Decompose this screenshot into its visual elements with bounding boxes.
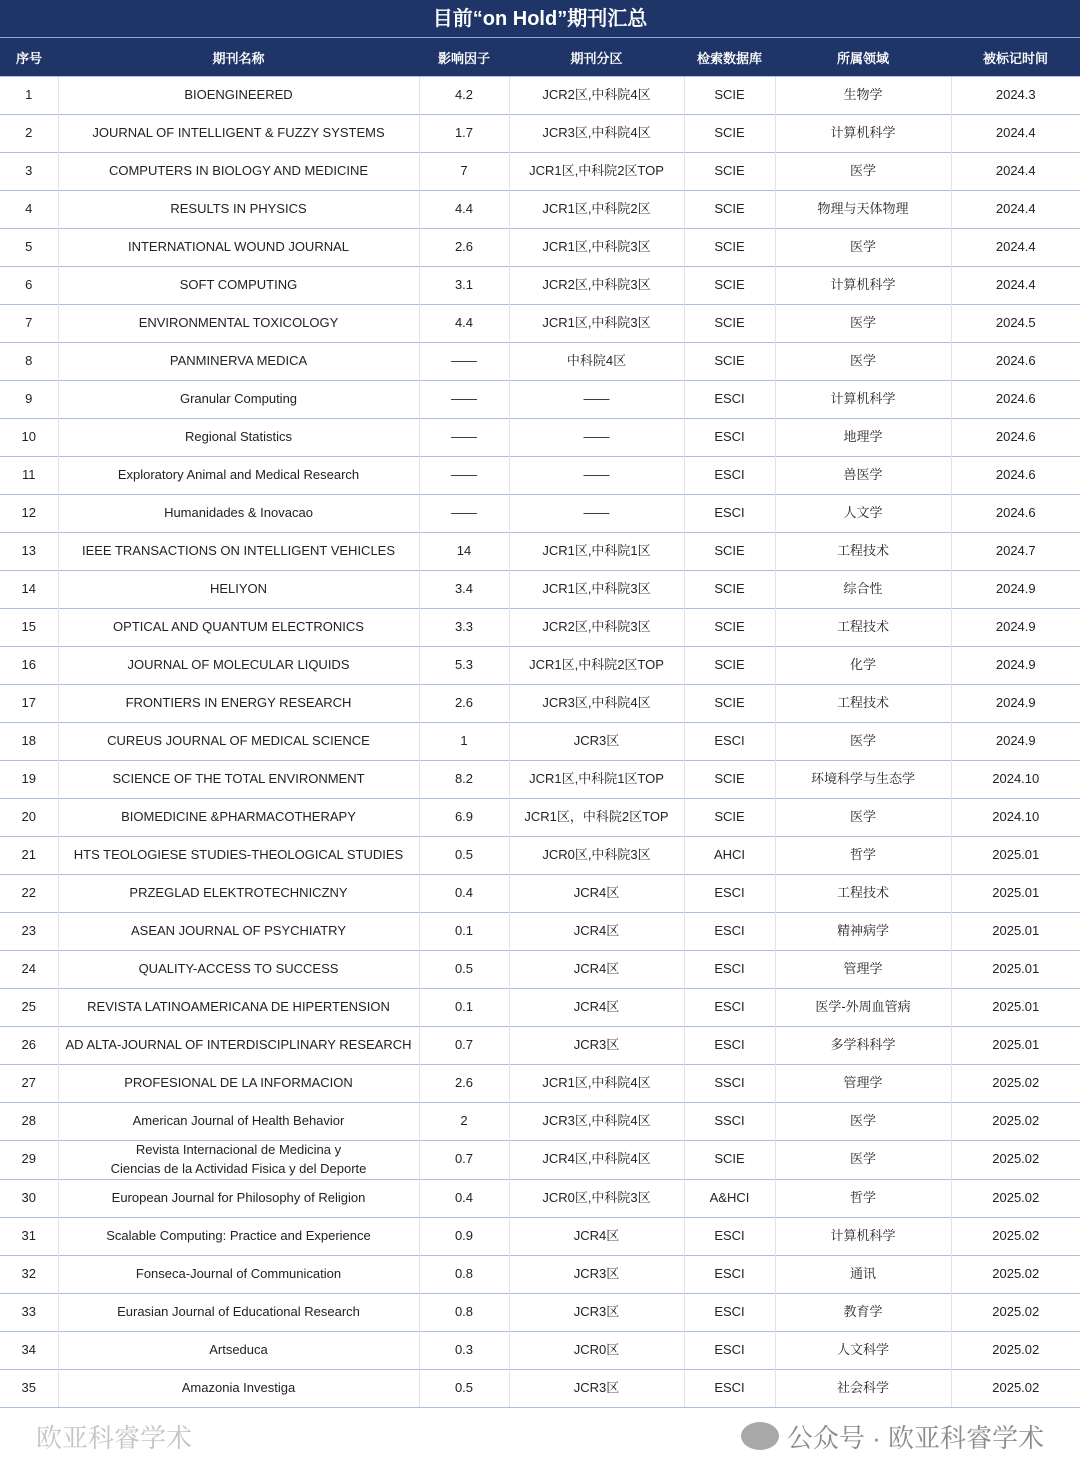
cell-index: 6 <box>0 267 58 305</box>
table-row <box>0 1027 1080 1065</box>
cell-partition: JCR4区 <box>509 951 684 989</box>
cell-marked-time: 2025.02 <box>951 1217 1080 1255</box>
cell-database: SCIE <box>684 229 775 267</box>
table-row <box>0 875 1080 913</box>
cell-database: SCIE <box>684 115 775 153</box>
cell-marked-time: 2024.3 <box>951 77 1080 115</box>
cell-index: 28 <box>0 1103 58 1141</box>
cell-index: 21 <box>0 837 58 875</box>
cell-marked-time: 2025.02 <box>951 1331 1080 1369</box>
cell-field: 物理与天体物理 <box>775 191 951 229</box>
cell-field: 医学 <box>775 153 951 191</box>
table-row <box>0 1331 1080 1369</box>
cell-field: 计算机科学 <box>775 115 951 153</box>
table-row <box>0 951 1080 989</box>
cell-field: 教育学 <box>775 1293 951 1331</box>
table-row <box>0 685 1080 723</box>
cell-database: ESCI <box>684 381 775 419</box>
cell-journal-name: ENVIRONMENTAL TOXICOLOGY <box>58 305 419 343</box>
cell-partition: JCR0区,中科院3区 <box>509 837 684 875</box>
cell-partition: JCR1区,中科院3区 <box>509 229 684 267</box>
cell-marked-time: 2025.02 <box>951 1103 1080 1141</box>
cell-marked-time: 2025.01 <box>951 837 1080 875</box>
cell-impact-factor: 0.7 <box>419 1027 509 1065</box>
cell-impact-factor: 5.3 <box>419 647 509 685</box>
cell-database: SCIE <box>684 153 775 191</box>
cell-index: 34 <box>0 1331 58 1369</box>
cell-impact-factor: 2 <box>419 1103 509 1141</box>
table-row <box>0 1065 1080 1103</box>
cell-partition: JCR1区,中科院4区 <box>509 1065 684 1103</box>
cell-impact-factor: 4.4 <box>419 191 509 229</box>
table-header-row <box>0 38 1080 77</box>
cell-journal-name: IEEE TRANSACTIONS ON INTELLIGENT VEHICLES <box>58 533 419 571</box>
cell-index: 11 <box>0 457 58 495</box>
cell-impact-factor: 0.4 <box>419 1179 509 1217</box>
cell-partition: JCR1区,中科院1区TOP <box>509 761 684 799</box>
cell-database: SCIE <box>684 305 775 343</box>
table-row <box>0 609 1080 647</box>
cell-partition: —— <box>509 419 684 457</box>
cell-database: SCIE <box>684 1141 775 1180</box>
cell-journal-name: RESULTS IN PHYSICS <box>58 191 419 229</box>
header-journal-name: 期刊名称 <box>58 38 419 77</box>
cell-impact-factor: 0.1 <box>419 913 509 951</box>
table-row <box>0 495 1080 533</box>
cell-marked-time: 2024.4 <box>951 153 1080 191</box>
cell-partition: JCR1区，中科院2区TOP <box>509 799 684 837</box>
cell-database: ESCI <box>684 495 775 533</box>
cell-database: ESCI <box>684 913 775 951</box>
cell-field: 计算机科学 <box>775 1217 951 1255</box>
journal-table <box>0 38 1080 1407</box>
cell-database: ESCI <box>684 457 775 495</box>
table-row <box>0 457 1080 495</box>
cell-marked-time: 2024.6 <box>951 457 1080 495</box>
cell-journal-name: ASEAN JOURNAL OF PSYCHIATRY <box>58 913 419 951</box>
cell-field: 化学 <box>775 647 951 685</box>
cell-impact-factor: 0.5 <box>419 837 509 875</box>
cell-field: 计算机科学 <box>775 267 951 305</box>
watermark-text: 欧亚科睿学术 <box>36 1423 193 1454</box>
cell-index: 2 <box>0 115 58 153</box>
cell-index: 10 <box>0 419 58 457</box>
header-field: 所属领域 <box>775 38 951 77</box>
cell-partition: JCR3区 <box>509 723 684 761</box>
cell-field: 兽医学 <box>775 457 951 495</box>
cell-impact-factor: 3.4 <box>419 571 509 609</box>
cell-database: SSCI <box>684 1103 775 1141</box>
cell-field: 医学 <box>775 305 951 343</box>
cell-database: SCIE <box>684 343 775 381</box>
cell-field: 管理学 <box>775 951 951 989</box>
cell-database: SCIE <box>684 799 775 837</box>
cell-database: ESCI <box>684 1255 775 1293</box>
cell-index: 7 <box>0 305 58 343</box>
cell-marked-time: 2024.10 <box>951 799 1080 837</box>
cell-index: 22 <box>0 875 58 913</box>
cell-journal-name: European Journal for Philosophy of Religion <box>58 1179 419 1217</box>
cell-field: 工程技术 <box>775 533 951 571</box>
header-partition: 期刊分区 <box>509 38 684 77</box>
brand-watermark <box>741 1418 1044 1455</box>
cell-marked-time: 2025.02 <box>951 1065 1080 1103</box>
cell-partition: JCR1区,中科院3区 <box>509 571 684 609</box>
cell-database: SCIE <box>684 571 775 609</box>
cell-field: 地理学 <box>775 419 951 457</box>
cell-journal-name: Exploratory Animal and Medical Research <box>58 457 419 495</box>
cell-partition: JCR1区,中科院2区TOP <box>509 153 684 191</box>
cell-database: SCIE <box>684 191 775 229</box>
cell-marked-time: 2025.01 <box>951 989 1080 1027</box>
cell-partition: JCR3区,中科院4区 <box>509 1103 684 1141</box>
table-row <box>0 571 1080 609</box>
cell-partition: JCR1区,中科院3区 <box>509 305 684 343</box>
cell-index: 25 <box>0 989 58 1027</box>
cell-database: A&HCI <box>684 1179 775 1217</box>
cell-journal-name: Scalable Computing: Practice and Experience <box>58 1217 419 1255</box>
cell-partition: JCR2区,中科院3区 <box>509 609 684 647</box>
cell-field: 工程技术 <box>775 609 951 647</box>
cell-index: 35 <box>0 1369 58 1407</box>
cell-index: 12 <box>0 495 58 533</box>
cell-partition: —— <box>509 495 684 533</box>
cell-impact-factor: 14 <box>419 533 509 571</box>
cell-marked-time: 2024.10 <box>951 761 1080 799</box>
page-title: 目前“on Hold”期刊汇总 <box>0 0 1080 38</box>
cell-field: 人文学 <box>775 495 951 533</box>
table-row <box>0 381 1080 419</box>
cell-field: 通讯 <box>775 1255 951 1293</box>
table-row <box>0 837 1080 875</box>
cell-impact-factor: 0.5 <box>419 1369 509 1407</box>
table-row <box>0 1103 1080 1141</box>
cell-journal-name: CUREUS JOURNAL OF MEDICAL SCIENCE <box>58 723 419 761</box>
table-row <box>0 153 1080 191</box>
footer <box>0 1407 1080 1465</box>
cell-index: 17 <box>0 685 58 723</box>
cell-journal-name: REVISTA LATINOAMERICANA DE HIPERTENSION <box>58 989 419 1027</box>
cell-index: 8 <box>0 343 58 381</box>
cell-impact-factor: 0.8 <box>419 1293 509 1331</box>
table-row <box>0 761 1080 799</box>
cell-impact-factor: —— <box>419 495 509 533</box>
cell-database: ESCI <box>684 1217 775 1255</box>
cell-index: 15 <box>0 609 58 647</box>
cell-marked-time: 2025.01 <box>951 1027 1080 1065</box>
cell-marked-time: 2025.01 <box>951 875 1080 913</box>
table-row <box>0 229 1080 267</box>
cell-marked-time: 2024.7 <box>951 533 1080 571</box>
table-row <box>0 115 1080 153</box>
table-row <box>0 1141 1080 1180</box>
cell-journal-name: BIOMEDICINE &PHARMACOTHERAPY <box>58 799 419 837</box>
cell-journal-name: BIOENGINEERED <box>58 77 419 115</box>
cell-marked-time: 2025.02 <box>951 1179 1080 1217</box>
cell-index: 30 <box>0 1179 58 1217</box>
cell-field: 工程技术 <box>775 875 951 913</box>
cell-field: 社会科学 <box>775 1369 951 1407</box>
cell-index: 20 <box>0 799 58 837</box>
cell-field: 哲学 <box>775 837 951 875</box>
cell-database: SCIE <box>684 761 775 799</box>
cell-field: 多学科科学 <box>775 1027 951 1065</box>
cell-journal-name: PANMINERVA MEDICA <box>58 343 419 381</box>
cell-impact-factor: 0.4 <box>419 875 509 913</box>
cell-journal-name: Artseduca <box>58 1331 419 1369</box>
table-row <box>0 419 1080 457</box>
cell-marked-time: 2024.9 <box>951 609 1080 647</box>
cell-journal-name: SOFT COMPUTING <box>58 267 419 305</box>
cell-journal-name: Amazonia Investiga <box>58 1369 419 1407</box>
cell-index: 18 <box>0 723 58 761</box>
cell-marked-time: 2024.6 <box>951 381 1080 419</box>
cell-partition: JCR0区 <box>509 1331 684 1369</box>
cell-index: 3 <box>0 153 58 191</box>
wechat-icon <box>741 1422 779 1450</box>
cell-journal-name: Fonseca-Journal of Communication <box>58 1255 419 1293</box>
brand-text: 公众号 · 欧亚科睿学术 <box>786 1422 1044 1453</box>
cell-impact-factor: 0.7 <box>419 1141 509 1180</box>
cell-field: 医学 <box>775 1103 951 1141</box>
cell-index: 14 <box>0 571 58 609</box>
cell-impact-factor: 3.1 <box>419 267 509 305</box>
cell-marked-time: 2024.6 <box>951 495 1080 533</box>
header-impact-factor: 影响因子 <box>419 38 509 77</box>
cell-impact-factor: 0.8 <box>419 1255 509 1293</box>
cell-database: ESCI <box>684 989 775 1027</box>
cell-partition: —— <box>509 381 684 419</box>
table-row <box>0 723 1080 761</box>
cell-partition: JCR2区,中科院4区 <box>509 77 684 115</box>
cell-impact-factor: 1 <box>419 723 509 761</box>
table-row <box>0 1369 1080 1407</box>
cell-index: 9 <box>0 381 58 419</box>
cell-journal-name: Granular Computing <box>58 381 419 419</box>
cell-partition: JCR4区 <box>509 875 684 913</box>
cell-database: ESCI <box>684 1331 775 1369</box>
cell-partition: JCR3区 <box>509 1369 684 1407</box>
cell-marked-time: 2024.9 <box>951 685 1080 723</box>
table-row <box>0 305 1080 343</box>
cell-journal-name: SCIENCE OF THE TOTAL ENVIRONMENT <box>58 761 419 799</box>
cell-marked-time: 2025.02 <box>951 1369 1080 1407</box>
cell-marked-time: 2024.9 <box>951 723 1080 761</box>
cell-marked-time: 2024.9 <box>951 571 1080 609</box>
table-row <box>0 1217 1080 1255</box>
cell-field: 综合性 <box>775 571 951 609</box>
cell-database: SSCI <box>684 1065 775 1103</box>
cell-partition: JCR1区,中科院2区 <box>509 191 684 229</box>
cell-index: 4 <box>0 191 58 229</box>
cell-partition: JCR0区,中科院3区 <box>509 1179 684 1217</box>
cell-database: ESCI <box>684 951 775 989</box>
table-row <box>0 533 1080 571</box>
cell-database: SCIE <box>684 77 775 115</box>
cell-field: 精神病学 <box>775 913 951 951</box>
cell-database: ESCI <box>684 875 775 913</box>
cell-partition: —— <box>509 457 684 495</box>
cell-database: SCIE <box>684 609 775 647</box>
cell-field: 工程技术 <box>775 685 951 723</box>
cell-partition: 中科院4区 <box>509 343 684 381</box>
cell-journal-name: JOURNAL OF INTELLIGENT & FUZZY SYSTEMS <box>58 115 419 153</box>
cell-impact-factor: 4.4 <box>419 305 509 343</box>
cell-field: 医学 <box>775 229 951 267</box>
table-row <box>0 343 1080 381</box>
cell-marked-time: 2025.02 <box>951 1255 1080 1293</box>
cell-partition: JCR3区 <box>509 1293 684 1331</box>
cell-index: 33 <box>0 1293 58 1331</box>
cell-impact-factor: —— <box>419 343 509 381</box>
cell-impact-factor: —— <box>419 381 509 419</box>
cell-index: 5 <box>0 229 58 267</box>
cell-impact-factor: 2.6 <box>419 685 509 723</box>
cell-partition: JCR2区,中科院3区 <box>509 267 684 305</box>
cell-index: 16 <box>0 647 58 685</box>
table-row <box>0 1293 1080 1331</box>
cell-impact-factor: 2.6 <box>419 1065 509 1103</box>
cell-index: 24 <box>0 951 58 989</box>
cell-impact-factor: 0.1 <box>419 989 509 1027</box>
cell-index: 27 <box>0 1065 58 1103</box>
cell-database: SCIE <box>684 647 775 685</box>
cell-database: SCIE <box>684 685 775 723</box>
cell-field: 医学 <box>775 799 951 837</box>
cell-journal-name: Regional Statistics <box>58 419 419 457</box>
cell-marked-time: 2025.01 <box>951 951 1080 989</box>
cell-index: 19 <box>0 761 58 799</box>
cell-index: 32 <box>0 1255 58 1293</box>
cell-database: ESCI <box>684 419 775 457</box>
cell-impact-factor: 7 <box>419 153 509 191</box>
table-row <box>0 1179 1080 1217</box>
cell-database: ESCI <box>684 1293 775 1331</box>
cell-impact-factor: 3.3 <box>419 609 509 647</box>
table-row <box>0 989 1080 1027</box>
header-marked-time: 被标记时间 <box>951 38 1080 77</box>
cell-journal-name: PRZEGLAD ELEKTROTECHNICZNY <box>58 875 419 913</box>
cell-journal-name: Humanidades & Inovacao <box>58 495 419 533</box>
cell-journal-name: AD ALTA-JOURNAL OF INTERDISCIPLINARY RESEARCH <box>58 1027 419 1065</box>
cell-impact-factor: 6.9 <box>419 799 509 837</box>
table-row <box>0 799 1080 837</box>
cell-marked-time: 2025.02 <box>951 1293 1080 1331</box>
cell-impact-factor: 4.2 <box>419 77 509 115</box>
cell-journal-name: HTS TEOLOGIESE STUDIES-THEOLOGICAL STUDIES <box>58 837 419 875</box>
cell-database: ESCI <box>684 723 775 761</box>
cell-journal-name: Eurasian Journal of Educational Research <box>58 1293 419 1331</box>
cell-impact-factor: 8.2 <box>419 761 509 799</box>
cell-partition: JCR1区,中科院2区TOP <box>509 647 684 685</box>
cell-index: 23 <box>0 913 58 951</box>
cell-impact-factor: 2.6 <box>419 229 509 267</box>
cell-marked-time: 2025.02 <box>951 1141 1080 1180</box>
cell-journal-name: Revista Internacional de Medicina y Ciencias de la Actividad Fisica y del Deporte <box>58 1141 419 1180</box>
cell-field: 哲学 <box>775 1179 951 1217</box>
cell-partition: JCR1区,中科院1区 <box>509 533 684 571</box>
table-row <box>0 647 1080 685</box>
cell-field: 医学 <box>775 723 951 761</box>
cell-field: 环境科学与生态学 <box>775 761 951 799</box>
cell-field: 医学-外周血管病 <box>775 989 951 1027</box>
table-row <box>0 267 1080 305</box>
cell-field: 管理学 <box>775 1065 951 1103</box>
cell-database: AHCI <box>684 837 775 875</box>
cell-marked-time: 2024.6 <box>951 419 1080 457</box>
cell-impact-factor: 1.7 <box>419 115 509 153</box>
cell-impact-factor: 0.3 <box>419 1331 509 1369</box>
cell-index: 29 <box>0 1141 58 1180</box>
cell-journal-name: QUALITY-ACCESS TO SUCCESS <box>58 951 419 989</box>
cell-field: 医学 <box>775 1141 951 1180</box>
cell-journal-name: OPTICAL AND QUANTUM ELECTRONICS <box>58 609 419 647</box>
cell-partition: JCR3区 <box>509 1255 684 1293</box>
cell-impact-factor: 0.5 <box>419 951 509 989</box>
cell-database: SCIE <box>684 267 775 305</box>
cell-journal-name: PROFESIONAL DE LA INFORMACION <box>58 1065 419 1103</box>
cell-index: 13 <box>0 533 58 571</box>
cell-marked-time: 2024.4 <box>951 191 1080 229</box>
cell-journal-name: HELIYON <box>58 571 419 609</box>
cell-journal-name: American Journal of Health Behavior <box>58 1103 419 1141</box>
cell-journal-name: COMPUTERS IN BIOLOGY AND MEDICINE <box>58 153 419 191</box>
cell-impact-factor: —— <box>419 457 509 495</box>
table-row <box>0 1255 1080 1293</box>
cell-marked-time: 2025.01 <box>951 913 1080 951</box>
cell-partition: JCR4区 <box>509 913 684 951</box>
cell-partition: JCR3区 <box>509 1027 684 1065</box>
table-row <box>0 191 1080 229</box>
cell-field: 医学 <box>775 343 951 381</box>
cell-database: SCIE <box>684 533 775 571</box>
cell-index: 31 <box>0 1217 58 1255</box>
cell-database: ESCI <box>684 1369 775 1407</box>
cell-journal-name: INTERNATIONAL WOUND JOURNAL <box>58 229 419 267</box>
header-index: 序号 <box>0 38 58 77</box>
cell-marked-time: 2024.4 <box>951 267 1080 305</box>
table-row <box>0 913 1080 951</box>
cell-partition: JCR4区,中科院4区 <box>509 1141 684 1180</box>
cell-marked-time: 2024.6 <box>951 343 1080 381</box>
table-row <box>0 77 1080 115</box>
cell-field: 人文科学 <box>775 1331 951 1369</box>
cell-index: 1 <box>0 77 58 115</box>
cell-partition: JCR4区 <box>509 989 684 1027</box>
cell-journal-name: JOURNAL OF MOLECULAR LIQUIDS <box>58 647 419 685</box>
cell-marked-time: 2024.4 <box>951 115 1080 153</box>
cell-partition: JCR4区 <box>509 1217 684 1255</box>
cell-database: ESCI <box>684 1027 775 1065</box>
cell-marked-time: 2024.9 <box>951 647 1080 685</box>
cell-impact-factor: —— <box>419 419 509 457</box>
cell-impact-factor: 0.9 <box>419 1217 509 1255</box>
header-database: 检索数据库 <box>684 38 775 77</box>
cell-journal-name: FRONTIERS IN ENERGY RESEARCH <box>58 685 419 723</box>
cell-partition: JCR3区,中科院4区 <box>509 685 684 723</box>
cell-index: 26 <box>0 1027 58 1065</box>
cell-partition: JCR3区,中科院4区 <box>509 115 684 153</box>
cell-field: 生物学 <box>775 77 951 115</box>
cell-field: 计算机科学 <box>775 381 951 419</box>
cell-marked-time: 2024.4 <box>951 229 1080 267</box>
cell-marked-time: 2024.5 <box>951 305 1080 343</box>
